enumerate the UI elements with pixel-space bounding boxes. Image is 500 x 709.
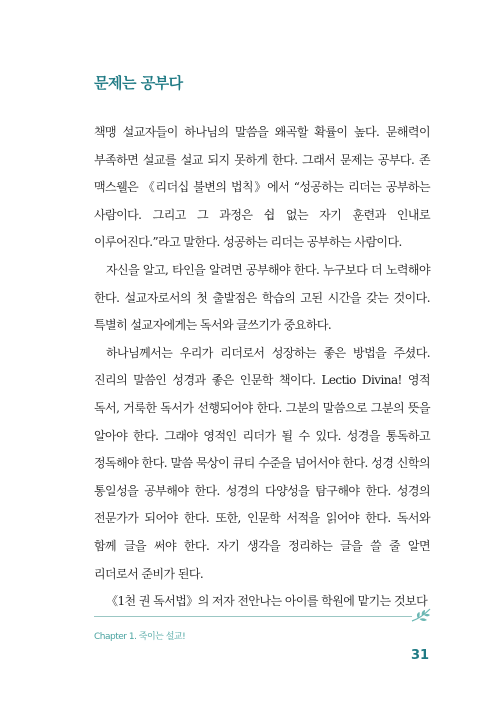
footer-chapter-label: Chapter 1. 죽이는 설교! — [94, 632, 186, 642]
section-title: 문제는 공부다 — [94, 74, 183, 92]
body-text — [94, 119, 430, 616]
paragraph-1: 책맹 설교자들이 하나님의 말씀을 왜곡할 확률이 높다. 문해력이 부족하면 설교를 설교 되지 못하게 한다. 그래서 문제는 공부다. 존 맥스웰은 《리더십 불변의 법칙》에서 “성공하는 리더는 공부하는 사람이다. 그리고 그 과정은 쉽 없는 자기 훈련과 인내로 이루어진다.”라고 말한다. 성공하는 리더는 공부하는 사람이다. — [94, 125, 430, 250]
paragraph-3: 하나님께서는 우리가 리더로서 성장하는 좋은 방법을 주셨다. 진리의 말씀인 성경과 좋은 인문학 책이다. Lectio Divina! 영적 독서, 거룩한 독서가 선행되어야 한다. 그분의 말씀으로 그분의 뜻을 알아야 한다. 그래야 영적인 리더가 될 수 있다. 성경을 통독하고 정독해야 한다. 말씀 묵상이 큐티 수준을 넘어서야 한다. 성경 신학의 통일성을 공부해야 한다. 성경의 다양성을 탐구해야 한다. 성경의 전문가가 되어야 한다. 또한, 인문학 서적을 읽어야 한다. 독서와 함께 글을 써야 한다. 자기 생각을 정리하는 글을 쓸 줄 알면 리더로서 준비가 된다. — [94, 345, 430, 581]
paragraph-2: 자신을 알고, 타인을 알려면 공부해야 한다. 누구보다 더 노력해야 한다. 설교자로서의 첫 출발점은 학습의 고된 시간을 갖는 것이다. 특별히 설교자에게는 독서와 글쓰기가 중요하다. — [94, 262, 430, 333]
paragraph-4: 《1천 권 독서법》의 저자 전안나는 아이를 학원에 맡기는 것보다 — [106, 594, 428, 609]
footer-divider — [94, 616, 412, 617]
page-number: 31 — [411, 648, 430, 663]
leaf-sprig-icon — [410, 604, 432, 626]
